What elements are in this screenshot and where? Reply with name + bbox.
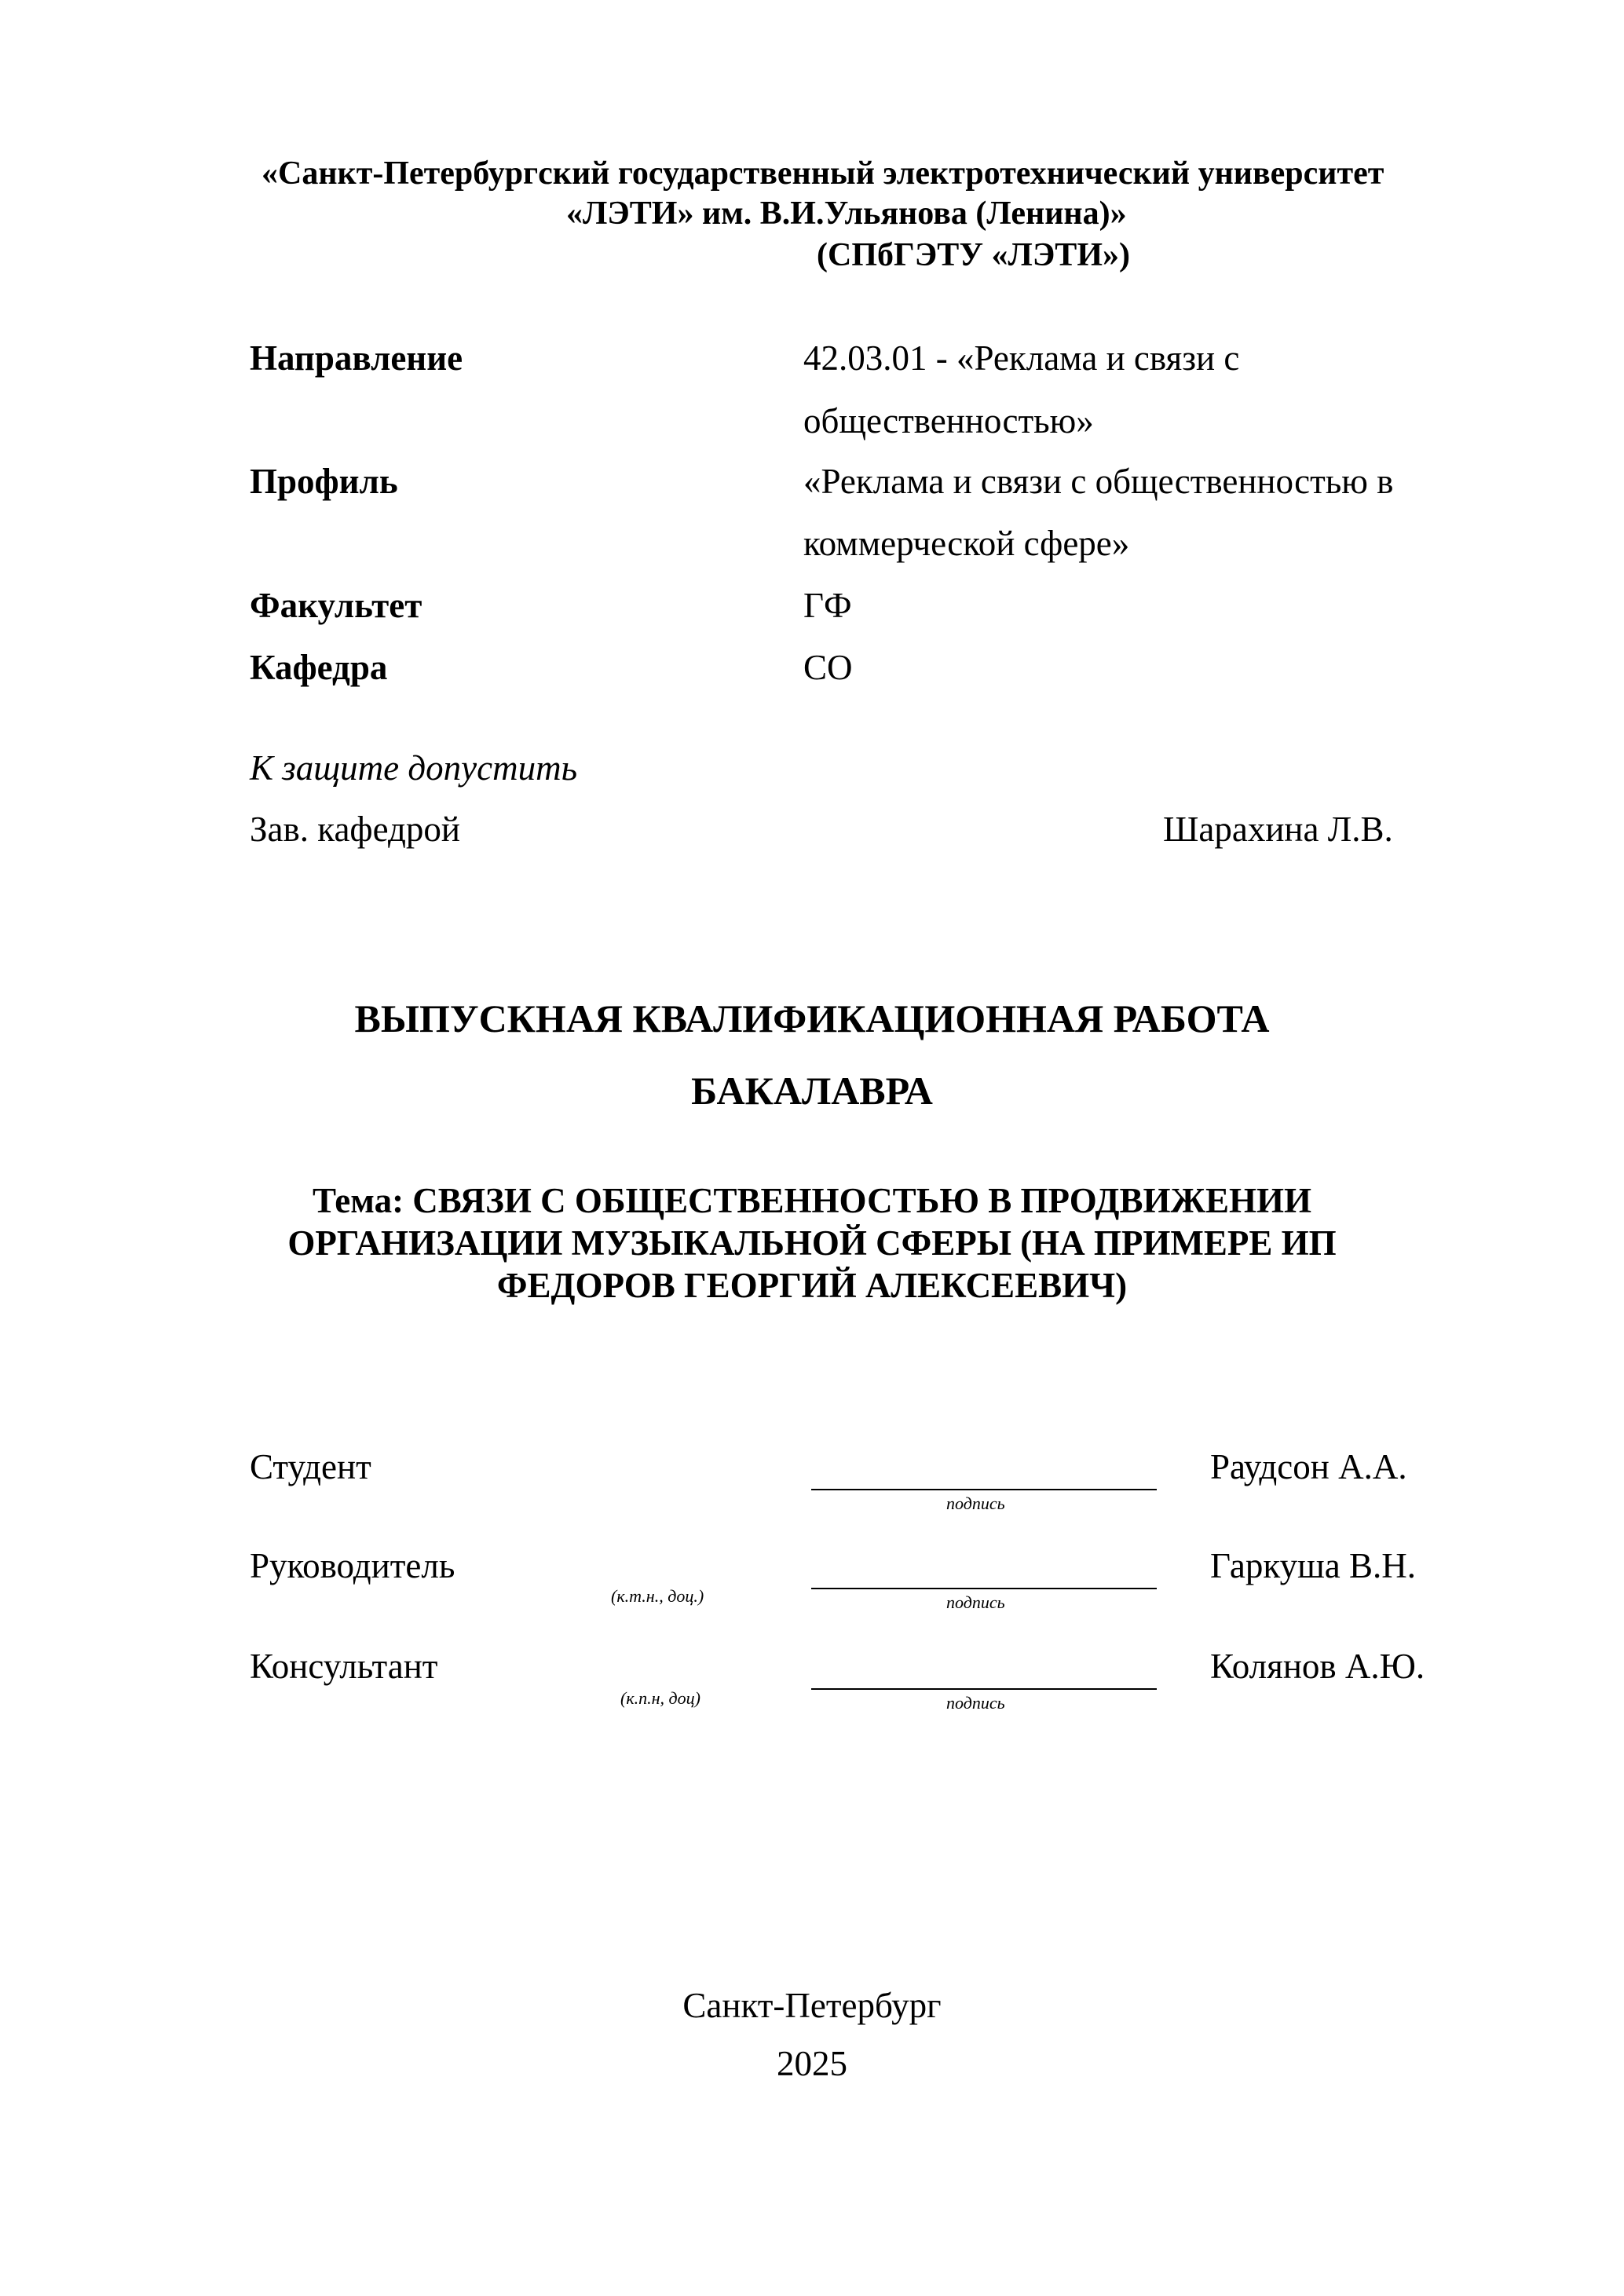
university-name-line2: «ЛЭТИ» им. В.И.Ульянова (Ленина)» — [566, 196, 1127, 232]
direction-value-cont: общественностью» — [803, 401, 1094, 441]
signature-degree-supervisor: (к.т.н., доц.) — [611, 1586, 704, 1606]
faculty-value: ГФ — [803, 586, 852, 625]
signature-line-student — [811, 1489, 1157, 1490]
department-label: Кафедра — [250, 648, 388, 687]
admission-note: К защите допустить — [250, 748, 578, 788]
university-name-line1: «Санкт-Петербургский государственный электротехнический университет — [262, 155, 1384, 192]
work-title-line1: ВЫПУСКНАЯ КВАЛИФИКАЦИОННАЯ РАБОТА — [354, 996, 1270, 1040]
theme-line2: ОРГАНИЗАЦИИ МУЗЫКАЛЬНОЙ СФЕРЫ (НА ПРИМЕРЕ ИП — [287, 1223, 1337, 1263]
department-value: СО — [803, 648, 853, 687]
profile-value-cont: коммерческой сфере» — [803, 524, 1130, 563]
theme-line3: ФЕДОРОВ ГЕОРГИЙ АЛЕКСЕЕВИЧ) — [496, 1266, 1128, 1305]
signature-caption-student: подпись — [946, 1493, 1005, 1513]
signature-name-student: Раудсон А.А. — [1210, 1447, 1407, 1486]
signature-role-student: Студент — [250, 1447, 371, 1486]
signature-degree-consultant: (к.п.н, доц) — [620, 1688, 700, 1708]
signature-role-supervisor: Руководитель — [250, 1546, 455, 1585]
profile-label: Профиль — [250, 462, 398, 501]
signature-caption-consultant: подпись — [946, 1693, 1005, 1713]
signature-role-consultant: Консультант — [250, 1647, 438, 1686]
direction-label: Направление — [250, 338, 463, 378]
profile-value: «Реклама и связи с общественностью в — [803, 462, 1394, 501]
signature-caption-supervisor: подпись — [946, 1592, 1005, 1612]
signature-name-supervisor: Гаркуша В.Н. — [1210, 1546, 1416, 1585]
head-of-department-label: Зав. кафедрой — [250, 810, 460, 849]
signature-line-consultant — [811, 1688, 1157, 1690]
footer-year: 2025 — [777, 2044, 847, 2083]
university-abbreviation: (СПбГЭТУ «ЛЭТИ») — [817, 237, 1130, 273]
head-of-department-name: Шарахина Л.В. — [1163, 810, 1393, 849]
signature-name-consultant: Колянов А.Ю. — [1210, 1647, 1425, 1686]
work-title-line2: БАКАЛАВРА — [691, 1069, 933, 1113]
signature-line-supervisor — [811, 1588, 1157, 1589]
direction-value: 42.03.01 - «Реклама и связи с — [803, 338, 1240, 378]
footer-city: Санкт-Петербург — [682, 1986, 942, 2025]
faculty-label: Факультет — [250, 586, 422, 625]
theme-line1: Тема: СВЯЗИ С ОБЩЕСТВЕННОСТЬЮ В ПРОДВИЖЕНИИ — [312, 1181, 1312, 1220]
